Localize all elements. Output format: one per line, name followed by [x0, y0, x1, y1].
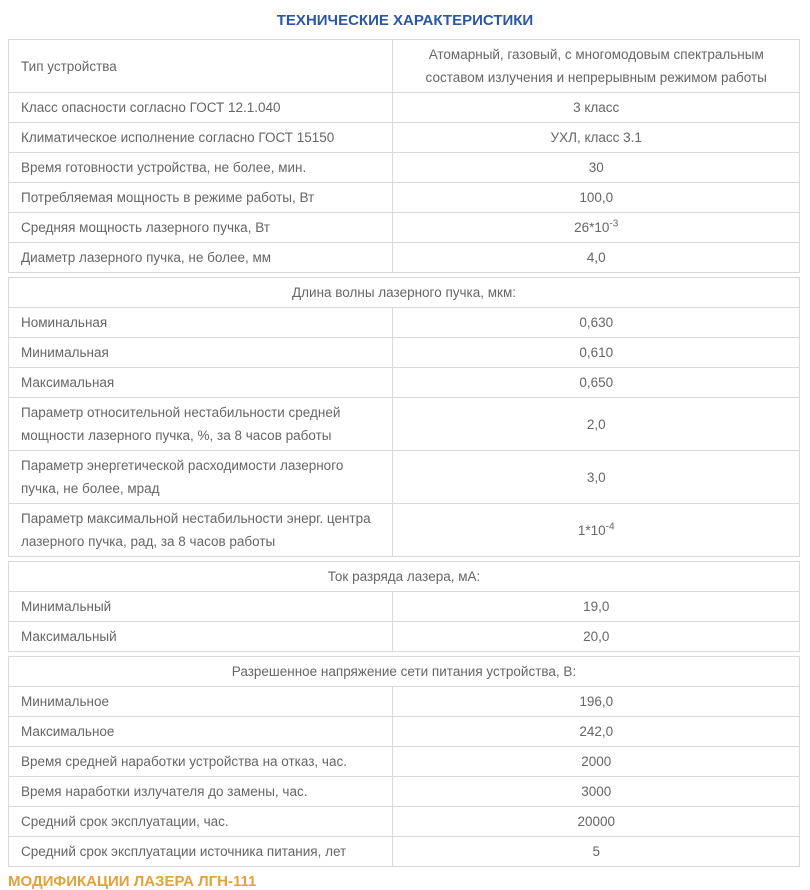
spec-value-cell	[393, 807, 800, 837]
spec-value-text: 26*10	[574, 220, 610, 235]
spec-value-text: 2000	[581, 754, 612, 769]
spec-label-cell: Максимальный	[9, 622, 393, 652]
spec-value-text: 0,630	[579, 315, 614, 330]
section-header-row	[9, 657, 800, 687]
table-row	[9, 717, 800, 747]
spec-label-cell: Потребляемая мощность в режиме работы, Вт	[9, 183, 393, 213]
spec-value-cell	[393, 243, 800, 273]
section-header-cell: Ток разряда лазера, мА:	[9, 562, 800, 592]
spec-table	[8, 561, 800, 652]
table-row	[9, 622, 800, 652]
table-row	[9, 592, 800, 622]
table-row	[9, 504, 800, 557]
spec-label-cell: Класс опасности согласно ГОСТ 12.1.040	[9, 93, 393, 123]
spec-value-text: 1*10	[577, 522, 606, 538]
spec-value-text: 3,0	[586, 469, 606, 485]
spec-value-text: 196,0	[579, 694, 614, 709]
spec-value-cell	[393, 213, 800, 243]
table-row	[9, 213, 800, 243]
spec-value-cell	[393, 398, 800, 451]
spec-value-cell	[393, 622, 800, 652]
spec-value-cell	[393, 747, 800, 777]
spec-label-cell: Максимальная	[9, 368, 393, 398]
table-row	[9, 687, 800, 717]
spec-value-cell	[393, 183, 800, 213]
spec-label-cell: Минимальная	[9, 338, 393, 368]
spec-label-cell: Средний срок эксплуатации, час.	[9, 807, 393, 837]
spec-label-cell: Минимальное	[9, 687, 393, 717]
spec-table	[8, 39, 800, 273]
spec-label-cell: Параметр энергетической расходимости лазерного пучка, не более, мрад	[9, 451, 393, 504]
spec-value-text: 0,610	[579, 345, 614, 360]
spec-value-cell	[393, 368, 800, 398]
table-row	[9, 747, 800, 777]
page	[0, 12, 810, 890]
spec-value-cell	[393, 504, 800, 557]
spec-label-cell: Время наработки излучателя до замены, час.	[9, 777, 393, 807]
spec-value-cell	[393, 837, 800, 867]
page-title: ТЕХНИЧЕСКИЕ ХАРАКТЕРИСТИКИ	[276, 12, 534, 29]
spec-value-cell	[393, 308, 800, 338]
table-row	[9, 40, 800, 93]
table-row	[9, 183, 800, 213]
spec-table	[8, 277, 800, 557]
spec-value-text: Атомарный, газовый, с многомодовым спектральным составом излучения и непрерывным режимом работы	[425, 47, 767, 85]
table-row	[9, 398, 800, 451]
spec-value-cell	[393, 153, 800, 183]
spec-value-text: 100,0	[579, 190, 614, 205]
spec-value-text: 0,650	[579, 375, 614, 390]
spec-label-cell: Максимальное	[9, 717, 393, 747]
spec-value-text: 20000	[577, 814, 615, 829]
table-row	[9, 837, 800, 867]
spec-value-cell	[393, 777, 800, 807]
section-header-cell: Разрешенное напряжение сети питания устройства, В:	[9, 657, 800, 687]
spec-value-cell	[393, 717, 800, 747]
section-header-row	[9, 278, 800, 308]
spec-label-cell: Время готовности устройства, не более, мин.	[9, 153, 393, 183]
spec-label-cell: Время средней наработки устройства на отказ, час.	[9, 747, 393, 777]
spec-value-cell	[393, 451, 800, 504]
spec-label-cell: Диаметр лазерного пучка, не более, мм	[9, 243, 393, 273]
table-row	[9, 777, 800, 807]
section-header-row	[9, 562, 800, 592]
table-row	[9, 243, 800, 273]
table-row	[9, 153, 800, 183]
spec-value-text: УХЛ, класс 3.1	[550, 130, 642, 145]
spec-label-cell: Средний срок эксплуатации источника питания, лет	[9, 837, 393, 867]
spec-value-cell	[393, 93, 800, 123]
spec-value-cell	[393, 592, 800, 622]
spec-value-text: 2,0	[586, 416, 606, 432]
spec-label-cell: Номинальная	[9, 308, 393, 338]
spec-table	[8, 656, 800, 867]
spec-value-superscript: -3	[609, 218, 619, 230]
table-row	[9, 123, 800, 153]
table-row	[9, 308, 800, 338]
spec-tables-container	[8, 39, 800, 867]
table-row	[9, 93, 800, 123]
spec-label-cell: Параметр относительной нестабильности средней мощности лазерного пучка, %, за 8 часов работы	[9, 398, 393, 451]
spec-label-cell: Минимальный	[9, 592, 393, 622]
spec-value-text: 242,0	[579, 724, 614, 739]
spec-value-text: 4,0	[586, 250, 606, 265]
spec-label-cell: Средняя мощность лазерного пучка, Вт	[9, 213, 393, 243]
spec-value-superscript: -4	[605, 521, 615, 532]
spec-value-text: 19,0	[583, 599, 610, 614]
spec-value-cell	[393, 40, 800, 93]
spec-label-cell: Климатическое исполнение согласно ГОСТ 15150	[9, 123, 393, 153]
spec-value-text: 5	[592, 844, 600, 859]
spec-value-cell	[393, 687, 800, 717]
section-header-cell: Длина волны лазерного пучка, мкм:	[9, 278, 800, 308]
spec-value-text: 3000	[581, 784, 612, 799]
footer-section-heading: МОДИФИКАЦИИ ЛАЗЕРА ЛГН-111	[8, 873, 257, 890]
spec-label-cell: Параметр максимальной нестабильности энерг. центра лазерного пучка, рад, за 8 часов работы	[9, 504, 393, 557]
spec-value-text: 3 класс	[573, 100, 620, 115]
spec-value-cell	[393, 338, 800, 368]
table-row	[9, 368, 800, 398]
table-row	[9, 807, 800, 837]
spec-value-text: 30	[588, 160, 604, 175]
spec-value-cell	[393, 123, 800, 153]
spec-label-cell: Тип устройства	[9, 40, 393, 93]
table-row	[9, 451, 800, 504]
spec-value-text: 20,0	[583, 629, 610, 644]
table-row	[9, 338, 800, 368]
